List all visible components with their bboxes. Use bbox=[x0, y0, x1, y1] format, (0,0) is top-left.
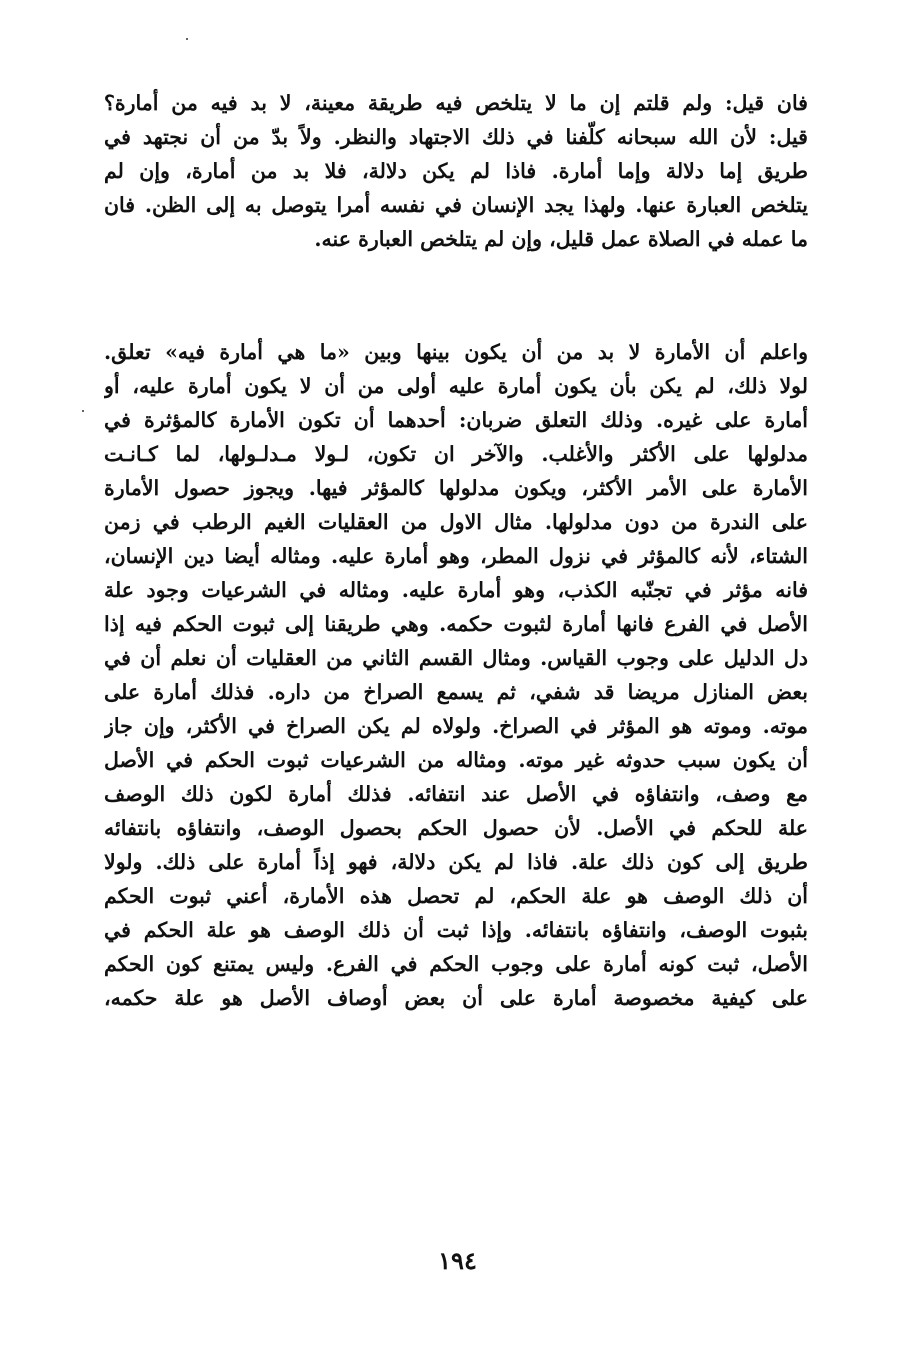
text-line: على كيفية مخصوصة أمارة على أن بعض أوصاف الأصل هو علة حكمه، bbox=[104, 986, 808, 1010]
text-line: بعض المنازل مريضا قد شفي، ثم يسمع الصراخ من داره. فذلك أمارة على bbox=[104, 680, 808, 704]
text-line: الأمارة على الأمر الأكثر، ويكون مدلولها كالمؤثر فيها. ويجوز حصول الأمارة bbox=[104, 476, 808, 500]
text-line: موته. وموته هو المؤثر في الصراخ. ولولاه لم يكن الصراخ في الأكثر، وإن جاز bbox=[104, 714, 808, 738]
text-line: مدلولها على الأكثر والأغلب. والآخر ان تكون، لـولا مـدلـولها، لما كـانـت bbox=[104, 442, 808, 466]
paragraph-objection bbox=[104, 86, 808, 256]
text-line: على الندرة من دون مدلولها. مثال الاول من العقليات الغيم الرطب في زمن bbox=[104, 510, 808, 534]
text-line: طريق إلى كون ذلك علة. فاذا لم يكن دلالة، فهو إذاً أمارة على ذلك. ولولا bbox=[104, 850, 808, 874]
text-line: الأصل، ثبت كونه أمارة على وجوب الحكم في الفرع. وليس يمتنع كون الحكم bbox=[104, 952, 808, 976]
text-line: بثبوت الوصف، وانتفاؤه بانتفائه. وإذا ثبت أن ذلك الوصف هو علة الحكم في bbox=[104, 918, 808, 942]
text-line: واعلم أن الأمارة لا بد من أن يكون بينها وبين «ما هي أمارة فيه» تعلق. bbox=[104, 340, 808, 364]
text-line: طريق إما دلالة وإما أمارة. فاذا لم يكن دلالة، فلا بد من أمارة، وإن لم bbox=[104, 159, 808, 183]
text-line: أن ذلك الوصف هو علة الحكم، لم تحصل هذه الأمارة، أعني ثبوت الحكم bbox=[104, 884, 808, 908]
text-line: ما عمله في الصلاة عمل قليل، وإن لم يتلخص العبارة عنه. bbox=[314, 227, 808, 251]
text-line: الأصل في الفرع فانها أمارة لثبوت حكمه. وهي طريقنا إلى ثبوت الحكم فيه إذا bbox=[104, 612, 808, 636]
text-line: الشتاء، لأنه كالمؤثر في نزول المطر، وهو أمارة عليه. ومثاله أيضا دين الإنسان، bbox=[104, 544, 808, 568]
print-speck bbox=[186, 38, 188, 40]
text-line: قيل: لأن الله سبحانه كلّفنا في ذلك الاجتهاد والنظر. ولاً بدّ من أن نجتهد في bbox=[104, 125, 808, 149]
page-number: ١٩٤ bbox=[438, 1246, 477, 1275]
text-line: علة للحكم في الأصل. لأن حصول الحكم بحصول الوصف، وانتفاؤه بانتفائه bbox=[104, 816, 808, 840]
text-line: أمارة على غيره. وذلك التعلق ضربان: أحدهما أن تكون الأمارة كالمؤثرة في bbox=[104, 408, 808, 432]
text-line: فانه مؤثر في تجنّبه الكذب، وهو أمارة عليه. ومثاله في الشرعيات وجود علة bbox=[104, 578, 808, 602]
text-line: دل الدليل على وجوب القياس. ومثال القسم الثاني من العقليات أن نعلم أن في bbox=[104, 646, 808, 670]
text-line: فان قيل: ولم قلتم إن ما لا يتلخص فيه طريقة معينة، لا بد فيه من أمارة؟ bbox=[104, 91, 808, 115]
text-line: لولا ذلك، لم يكن بأن يكون أمارة عليه أولى من أن لا يكون أمارة عليه، أو bbox=[104, 374, 808, 398]
print-speck bbox=[82, 410, 84, 412]
text-line: مع وصف، وانتفاؤه في الأصل عند انتفائه. فذلك أمارة لكون ذلك الوصف bbox=[104, 782, 808, 806]
paragraph-amara-relation bbox=[104, 335, 808, 1015]
text-line: يتلخص العبارة عنها. ولهذا يجد الإنسان في نفسه أمرا يتوصل به إلى الظن. فان bbox=[104, 193, 808, 217]
text-line: أن يكون سبب حدوثه غير موته. ومثاله من الشرعيات ثبوت الحكم في الأصل bbox=[104, 748, 808, 772]
